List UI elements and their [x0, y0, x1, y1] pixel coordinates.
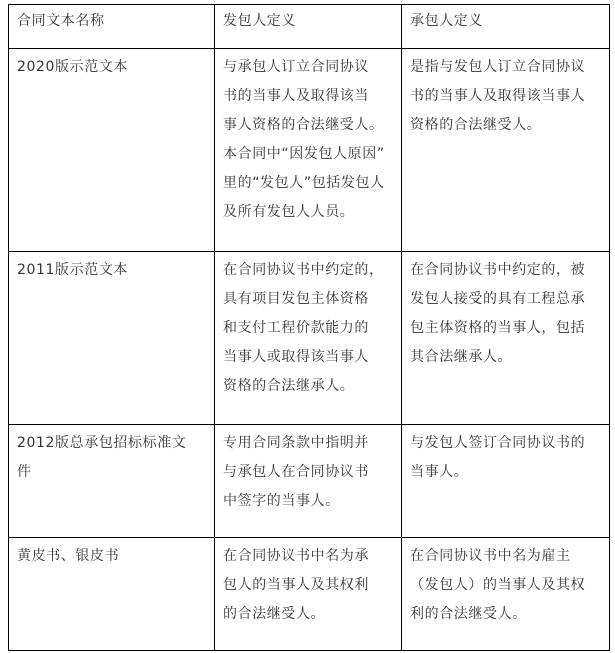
contract-name-cell: 黄皮书、银皮书	[9, 538, 215, 651]
text-line: 与发包人签订合同协议书的	[410, 435, 586, 451]
contract-definition-table	[8, 4, 610, 651]
text-line: 书的当事人及取得该当	[223, 88, 369, 104]
text-line: 在合同协议书中名为雇主	[410, 548, 571, 564]
header-employer-definition: 发包人定义	[215, 5, 402, 49]
table-row	[9, 49, 610, 252]
text-line: 事人资格的合法继受人。	[223, 117, 384, 133]
table-row	[9, 252, 610, 425]
employer-definition-cell	[215, 49, 402, 252]
contractor-definition-cell	[402, 49, 610, 252]
text-line: 与承包人在合同协议书	[223, 464, 369, 480]
text-line: 是指与发包人订立合同协议	[410, 59, 586, 75]
text-line: 在合同协议书中约定的，被	[410, 262, 586, 278]
text-line: 专用合同条款中指明并	[223, 435, 369, 451]
text-line: 包主体资格的当事人，包括	[410, 320, 586, 336]
text-line: 具有项目发包主体资格	[223, 291, 369, 307]
text-line: 的合法继受人。	[223, 606, 326, 622]
table-header-row	[9, 5, 610, 49]
text-line: 件	[17, 464, 32, 480]
header-contractor-definition: 承包人定义	[402, 5, 610, 49]
text-line: 在合同协议书中名为承	[223, 548, 369, 564]
header-contract-name: 合同文本名称	[9, 5, 215, 49]
contractor-definition-cell	[402, 252, 610, 425]
text-line: 与承包人订立合同协议	[223, 59, 369, 75]
text-line: 利的合法继受人。	[410, 606, 527, 622]
table-row	[9, 425, 610, 538]
employer-definition-cell	[215, 538, 402, 651]
text-line: 里的“发包人”包括发包人	[223, 175, 385, 191]
employer-definition-cell	[215, 252, 402, 425]
contractor-definition-cell	[402, 425, 610, 538]
text-line: 2012版总承包招标标准文	[17, 435, 187, 451]
table-row	[9, 538, 610, 651]
contract-name-cell: 2020版示范文本	[9, 49, 215, 252]
contract-name-cell: 2011版示范文本	[9, 252, 215, 425]
text-line: 资格的合法继受人。	[410, 117, 542, 133]
text-line: 包人的当事人及其权利	[223, 577, 369, 593]
text-line: 当事人。	[410, 464, 469, 480]
text-line: 及所有发包人人员。	[223, 204, 355, 220]
text-line: （发包人）的当事人及其权	[410, 577, 586, 593]
text-line: 发包人接受的具有工程总承	[410, 291, 586, 307]
text-line: 本合同中“因发包人原因”	[223, 146, 385, 162]
text-line: 书的当事人及取得该当事人	[410, 88, 586, 104]
text-line: 资格的合法继承人。	[223, 378, 355, 394]
text-line: 其合法继承人。	[410, 349, 513, 365]
text-line: 当事人或取得该当事人	[223, 349, 369, 365]
employer-definition-cell	[215, 425, 402, 538]
text-line: 和支付工程价款能力的	[223, 320, 369, 336]
contractor-definition-cell	[402, 538, 610, 651]
definition-table-container	[8, 4, 610, 651]
text-line: 在合同协议书中约定的，	[223, 262, 384, 278]
contract-name-cell	[9, 425, 215, 538]
text-line: 中签字的当事人。	[223, 493, 340, 509]
